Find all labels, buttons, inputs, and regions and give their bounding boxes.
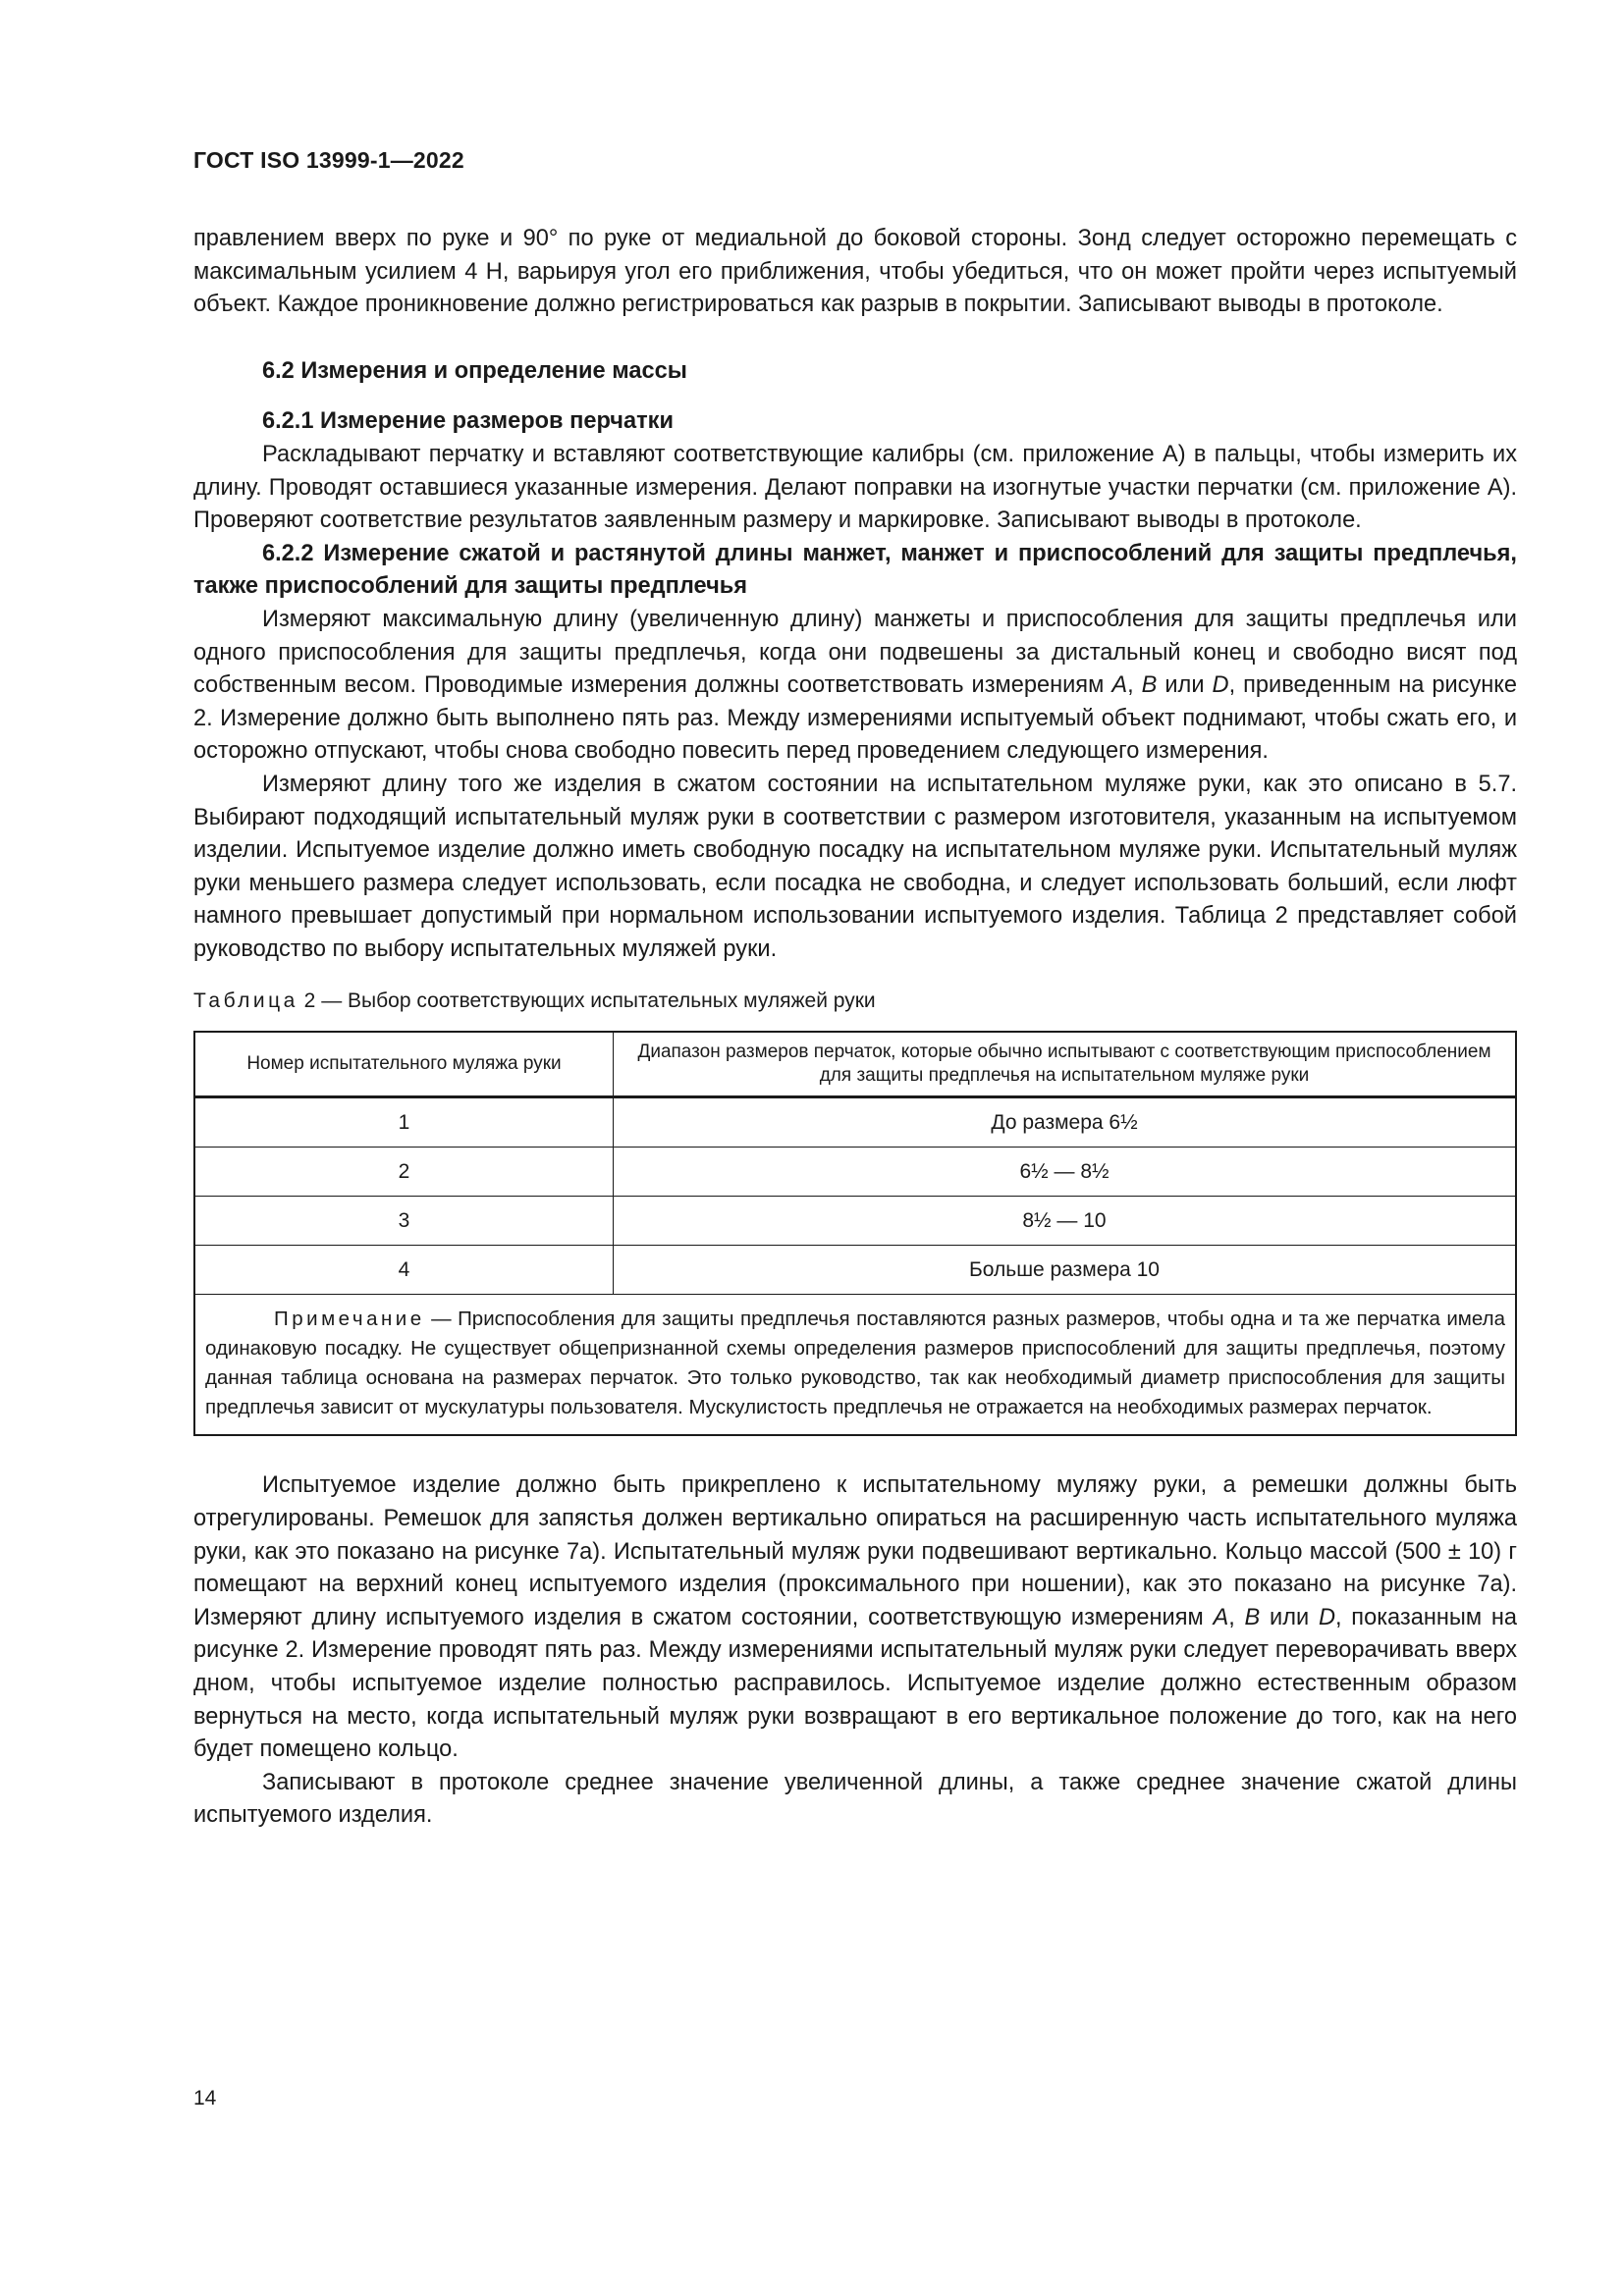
table-caption-label: Таблица — [193, 989, 298, 1013]
paragraph-continuation: правлением вверх по руке и 90° по руке от медиальной до боковой стороны. Зонд следует осторожно перемещать с максимальным усилием 4 Н, варьируя угол его приближения, чтобы убедиться, что он может пройти через испытуемый объект. Каждое проникновение должно регистрироваться как разрыв в покрытии. Записывают выводы в протоколе. — [193, 226, 1517, 318]
table-cell-form-number: 3 — [194, 1197, 614, 1246]
table-cell-size-range: Больше размера 10 — [614, 1246, 1517, 1295]
variable-b: В — [1141, 672, 1158, 699]
variable-d: D — [1318, 1604, 1335, 1630]
table-header-row — [194, 1032, 1516, 1097]
variable-b: В — [1244, 1604, 1261, 1630]
hand-form-table — [193, 1031, 1517, 1436]
table-caption-text: 2 — Выбор соответствующих испытательных муляжей руки — [298, 989, 876, 1013]
variable-a: А — [1111, 672, 1128, 699]
table-cell-form-number: 4 — [194, 1246, 614, 1295]
table-note-text: — Приспособления для защиты предплечья поставляются разных размеров, чтобы одна и та же перчатка имела одинаковую посадку. Не существует общепризнанной схемы определения размеров приспособлений для защиты предплечья, поэтому данная таблица основана на размерах перчаток. Это только руководство, так как необходимый диаметр приспособления для защиты предплечья зависит от мускулатуры пользователя. Мускулистость предплечья не отражается на необходимых размерах перчаток. — [205, 1308, 1505, 1419]
variable-a: А — [1213, 1604, 1229, 1630]
text-run: или — [1260, 1604, 1319, 1630]
paragraph-final: Записывают в протоколе среднее значение увеличенной длины, а также среднее значение сжатой длины испытуемого изделия. — [193, 1769, 1517, 1829]
text-run: , — [1228, 1604, 1245, 1630]
paragraph-6-2-2-a — [193, 604, 1517, 769]
table-cell-size-range: До размера 6½ — [614, 1097, 1517, 1148]
section-heading-6-2-1: 6.2.1 Измерение размеров перчатки — [262, 408, 674, 435]
document-header: ГОСТ ISO 13999-1—2022 — [193, 147, 464, 173]
table-note-row — [194, 1295, 1516, 1436]
table-note-label: Примечание — [274, 1308, 425, 1331]
table-row — [194, 1148, 1516, 1197]
section-heading-6-2: 6.2 Измерения и определение массы — [262, 357, 687, 384]
paragraph-6-2-1: Раскладывают перчатку и вставляют соответствующие калибры (см. приложение А) в пальцы, чтобы измерить их длину. Проводят оставшиеся указанные измерения. Делают поправки на изогнутые участки перчатки (см. приложение А). Проверяют соответствие результатов заявленным размеру и маркировке. Записывают выводы в протоколе. — [193, 441, 1517, 534]
table-header-cell: Номер испытательного муляжа руки — [194, 1032, 614, 1097]
paragraph-after-table — [193, 1469, 1517, 1766]
document-body — [193, 223, 1517, 1833]
text-run: , — [1127, 672, 1142, 699]
document-page — [193, 0, 1517, 2296]
table-header-cell: Диапазон размеров перчаток, которые обычно испытывают с соответствующим приспособлением для защиты предплечья на испытательном муляже руки — [614, 1032, 1517, 1097]
text-run: , приведенным на рисунке 2. Измерение должно быть выполнено пять раз. Между измерениями испытуемый объект поднимают, чтобы сжать его, и осторожно отпускают, чтобы снова свободно повесить перед проведением следующего измерения. — [193, 672, 1517, 765]
text-run: или — [1157, 672, 1213, 699]
table-row — [194, 1197, 1516, 1246]
table-cell-form-number: 2 — [194, 1148, 614, 1197]
text-run: , показанным на рисунке 2. Измерение проводят пять раз. Между измерениями испытательный муляж руки следует переворачивать вверх дном, чтобы испытуемое изделие полностью расправилось. Испытуемое изделие должно естественным образом вернуться на место, когда испытательный муляж руки возвращают в его вертикальное положение до того, как на него будет помещено кольцо. — [193, 1604, 1517, 1763]
text-run: Испытуемое изделие должно быть прикреплено к испытательному муляжу руки, а ремешки должны быть отрегулированы. Ремешок для запястья должен вертикально опираться на расширенную часть испытательного муляжа руки, как это показано на рисунке 7а). Испытательный муляж руки подвешивают вертикально. Кольцо массой (500 ± 10) г помещают на верхний конец испытуемого изделия (проксимального при ношении), как это показано на рисунке 7а). Измеряют длину испытуемого изделия в сжатом состоянии, соответствующую измерениям — [193, 1472, 1517, 1630]
text-run: Измеряют максимальную длину (увеличенную длину) манжеты и приспособления для защиты предплечья или одного приспособления для защиты предплечья, когда они подвешены за дистальный конец и свободно висят под собственным весом. Проводимые измерения должны соответствовать измерениям — [193, 606, 1517, 699]
variable-d: D — [1212, 672, 1229, 699]
table-row — [194, 1097, 1516, 1148]
table-caption — [193, 988, 1517, 1015]
paragraph-6-2-2-b: Измеряют длину того же изделия в сжатом состоянии на испытательном муляже руки, как это описано в 5.7. Выбирают подходящий испытательный муляж руки в соответствии с размером изготовителя, указанным на испытуемом изделии. Испытуемое изделие должно иметь свободную посадку на испытательном муляже руки. Испытательный муляж руки меньшего размера следует использовать, если посадка не свободна, и следует использовать больший, если люфт намного превышает допустимый при нормальном использовании испытуемого изделия. Таблица 2 представляет собой руководство по выбору испытательных муляжей руки. — [193, 771, 1517, 962]
page-number: 14 — [193, 2087, 217, 2109]
table-cell-form-number: 1 — [194, 1097, 614, 1148]
table-row — [194, 1246, 1516, 1295]
table-cell-size-range: 6½ — 8½ — [614, 1148, 1517, 1197]
table-cell-size-range: 8½ — 10 — [614, 1197, 1517, 1246]
section-heading-6-2-2: 6.2.2 Измерение сжатой и растянутой длины манжет, манжет и приспособлений для защиты предплечья, также приспособлений для защиты предплечья — [193, 540, 1517, 600]
table-note — [194, 1295, 1516, 1436]
